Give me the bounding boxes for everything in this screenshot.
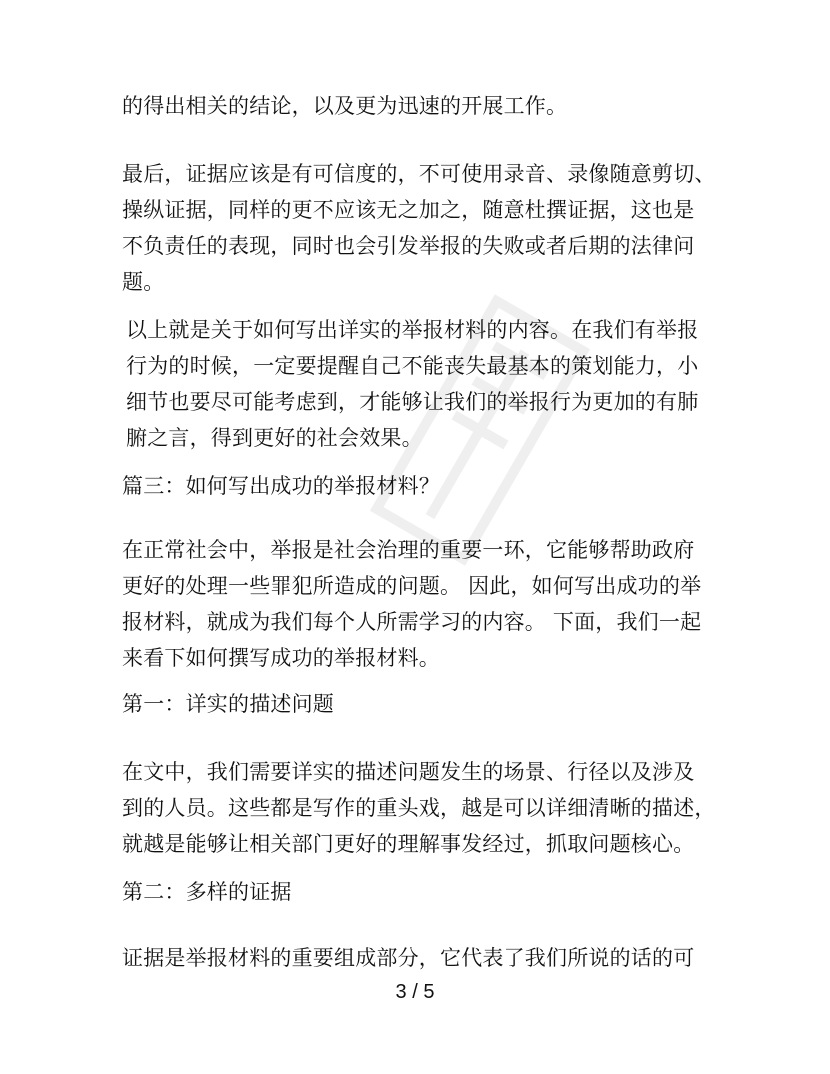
paragraph-line: 不负责任的表现，同时也会引发举报的失败或者后期的法律问: [122, 234, 695, 258]
subheading: 第二：多样的证据: [122, 880, 292, 904]
paragraph-line: 到的人员。这些都是写作的重头戏，越是可以详细清晰的描述，: [122, 796, 716, 820]
section-heading-3: [122, 468, 720, 504]
paragraph-line: 题。: [122, 270, 165, 294]
section-heading: 篇三：如何写出成功的举报材料？: [122, 474, 440, 498]
paragraph-line: 证据是举报材料的重要组成部分，它代表了我们所说的话的可: [122, 946, 695, 970]
paragraph-line: 细节也要尽可能考虑到，才能够让我们的举报行为更加的有肺: [126, 390, 699, 414]
paragraph-2: [122, 156, 720, 300]
paragraph-5: [122, 532, 720, 676]
paragraph-9: [122, 940, 720, 976]
paragraph-line: 的得出相关的结论，以及更为迅速的开展工作。: [122, 94, 568, 118]
paragraph-line: 在正常社会中，举报是社会治理的重要一环，它能够帮助政府: [122, 538, 695, 562]
subheading-1: [122, 686, 720, 722]
paragraph-3: [122, 312, 724, 456]
paragraph-line: 在文中，我们需要详实的描述问题发生的场景、行径以及涉及: [122, 760, 695, 784]
subheading: 第一：详实的描述问题: [122, 692, 334, 716]
paragraph-line: 行为的时候，一定要提醒自己不能丧失最基本的策划能力，小: [126, 354, 699, 378]
paragraph-line: 以上就是关于如何写出详实的举报材料的内容。在我们有举报: [126, 318, 699, 342]
paragraph-line: 就越是能够让相关部门更好的理解事发经过，抓取问题核心。: [122, 832, 695, 856]
subheading-2: [122, 874, 720, 910]
paragraph-line: 来看下如何撰写成功的举报材料。: [122, 646, 440, 670]
paragraph-line: 报材料，就成为我们每个人所需学习的内容。 下面，我们一起: [122, 610, 702, 634]
paragraph-line: 更好的处理一些罪犯所造成的问题。 因此，如何写出成功的举: [122, 574, 702, 598]
paragraph-1: [122, 88, 720, 124]
paragraph-line: 最后，证据应该是有可信度的，不可使用录音、录像随意剪切、: [122, 162, 716, 186]
paragraph-line: 操纵证据，同样的更不应该无之加之，随意杜撰证据，这也是: [122, 198, 695, 222]
paragraph-line: 腑之言，得到更好的社会效果。: [126, 426, 423, 450]
page-number: 3 / 5: [395, 981, 435, 1003]
paragraph-7: [122, 754, 720, 862]
